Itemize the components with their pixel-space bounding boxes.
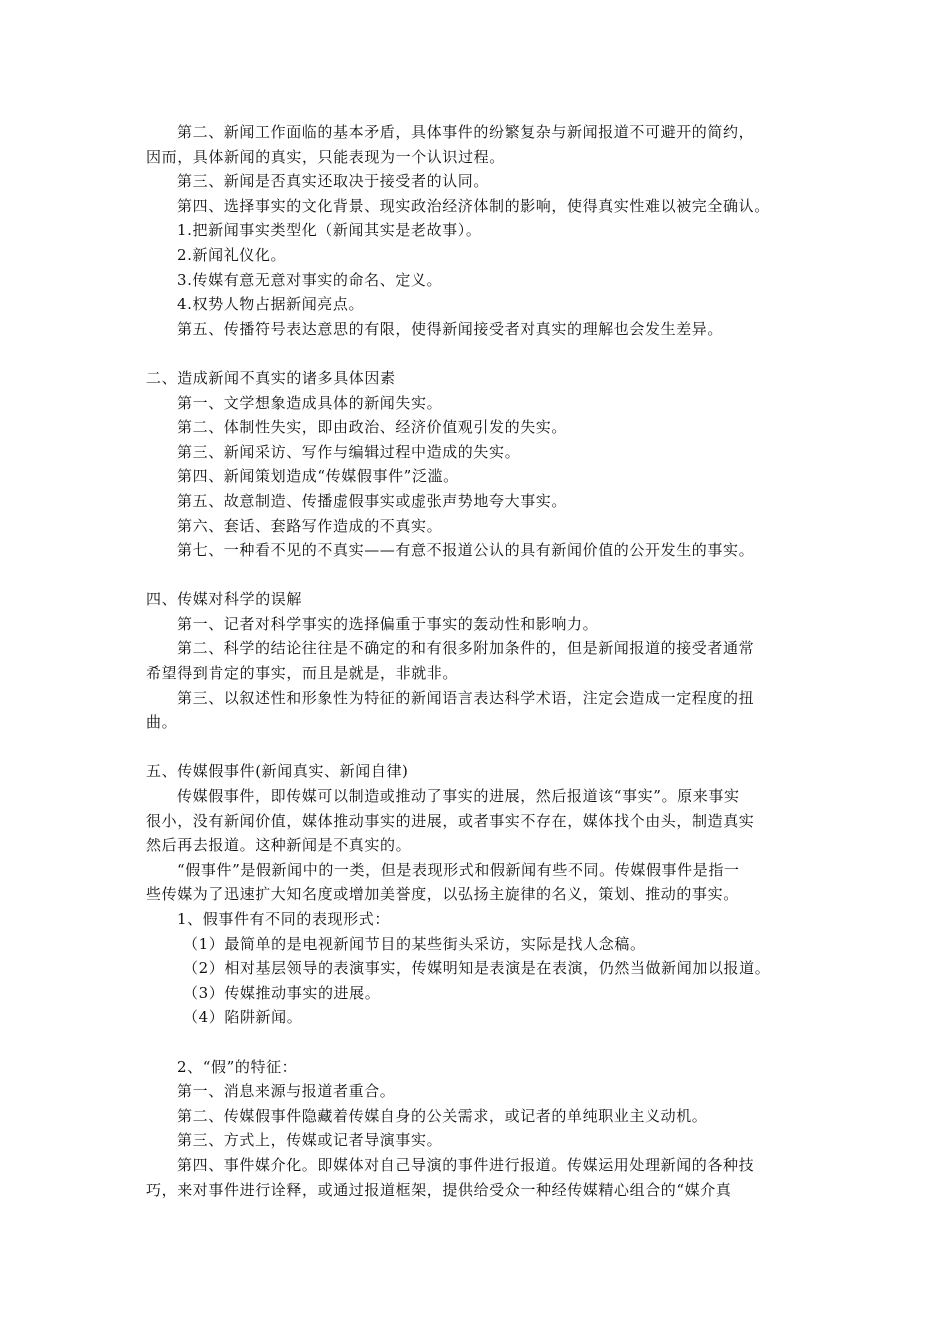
text-line: 3.传媒有意无意对事实的命名、定义。 bbox=[177, 270, 443, 289]
text-line: 曲。 bbox=[146, 713, 178, 732]
text-line: 第七、一种看不见的不真实——有意不报道公认的具有新闻价值的公开发生的事实。 bbox=[177, 541, 755, 560]
text-line: 第三、新闻是否真实还取决于接受者的认同。 bbox=[177, 172, 490, 191]
text-line: 第二、科学的结论往往是不确定的和有很多附加条件的，但是新闻报道的接受者通常 bbox=[177, 639, 755, 658]
text-line: 第五、传播符号表达意思的有限，使得新闻接受者对真实的理解也会发生差异。 bbox=[177, 319, 724, 338]
text-line: “假事件”是假新闻中的一类，但是表现形式和假新闻有些不同。传媒假事件是指一 bbox=[177, 860, 740, 879]
text-line: 第一、文学想象造成具体的新闻失实。 bbox=[177, 393, 443, 412]
text-line: 第四、选择事实的文化背景、现实政治经济体制的影响，使得真实性难以被完全确认。 bbox=[177, 196, 770, 215]
paragraph-gap bbox=[146, 1030, 802, 1055]
paragraph-gap bbox=[146, 341, 802, 366]
text-line: 1.把新闻事实类型化（新闻其实是老故事）。 bbox=[177, 221, 482, 240]
text-line: 巧，来对事件进行诠释，或通过报道框架，提供给受众一种经传媒精心组合的“媒介真 bbox=[146, 1180, 732, 1199]
text-line: （4）陷阱新闻。 bbox=[183, 1008, 303, 1027]
text-line: 五、传媒假事件(新闻真实、新闻自律) bbox=[146, 762, 409, 781]
text-line: 第二、体制性失实，即由政治、经济价值观引发的失实。 bbox=[177, 418, 568, 437]
text-line: 第二、新闻工作面临的基本矛盾，具体事件的纷繁复杂与新闻报道不可避开的简约， bbox=[177, 123, 755, 141]
text-line: 第三、以叙述性和形象性为特征的新闻语言表达科学术语，注定会造成一定程度的扭 bbox=[177, 688, 755, 707]
text-line: （2）相对基层领导的表演事实，传媒明知是表演是在表演，仍然当做新闻加以报道。 bbox=[183, 959, 771, 978]
paragraph-gap bbox=[146, 735, 802, 760]
text-line: 传媒假事件，即传媒可以制造或推动了事实的进展，然后报道该“事实”。原来事实 bbox=[177, 787, 740, 806]
text-line: 希望得到肯定的事实，而且是就是，非就非。 bbox=[146, 664, 459, 683]
text-line: 然后再去报道。这种新闻是不真实的。 bbox=[146, 836, 412, 855]
text-line: 第四、事件媒介化。即媒体对自己导演的事件进行报道。传媒运用处理新闻的各种技 bbox=[177, 1155, 755, 1174]
text-line: 因而，具体新闻的真实，只能表现为一个认识过程。 bbox=[146, 147, 505, 166]
text-line: 二、造成新闻不真实的诸多具体因素 bbox=[146, 368, 396, 387]
text-line: 第五、故意制造、传播虚假事实或虚张声势地夸大事实。 bbox=[177, 491, 568, 510]
text-line: （3）传媒推动事实的进展。 bbox=[183, 983, 381, 1002]
document-page bbox=[146, 120, 802, 1202]
text-line: 2.新闻礼仪化。 bbox=[177, 245, 287, 264]
text-line: 些传媒为了迅速扩大知名度或增加美誉度，以弘扬主旋律的名义，策划、推动的事实。 bbox=[146, 885, 739, 904]
text-line: 第一、记者对科学事实的选择偏重于事实的轰动性和影响力。 bbox=[177, 614, 599, 633]
text-line: 第三、方式上，传媒或记者导演事实。 bbox=[177, 1131, 443, 1150]
text-line: 第四、新闻策划造成“传媒假事件”泛滥。 bbox=[177, 467, 459, 486]
text-line: 4.权势人物占据新闻亮点。 bbox=[177, 295, 365, 314]
text-line: 2、“假”的特征： bbox=[177, 1057, 298, 1076]
text-line: 第六、套话、套路写作造成的不真实。 bbox=[177, 516, 443, 535]
text-line: 四、传媒对科学的误解 bbox=[146, 590, 303, 609]
text-line: 第一、消息来源与报道者重合。 bbox=[177, 1082, 396, 1101]
text-line: （1）最简单的是电视新闻节目的某些街头采访，实际是找人念稿。 bbox=[183, 934, 646, 953]
text-line: 第二、传媒假事件隐藏着传媒自身的公关需求，或记者的单纯职业主义动机。 bbox=[177, 1106, 708, 1125]
text-line: 第三、新闻采访、写作与编辑过程中造成的失实。 bbox=[177, 442, 521, 461]
text-line: 1、假事件有不同的表现形式： bbox=[177, 910, 390, 928]
paragraph-gap bbox=[146, 563, 802, 588]
text-line: 很小，没有新闻价值，媒体推动事实的进展，或者事实不存在，媒体找个由头，制造真实 bbox=[146, 811, 755, 830]
